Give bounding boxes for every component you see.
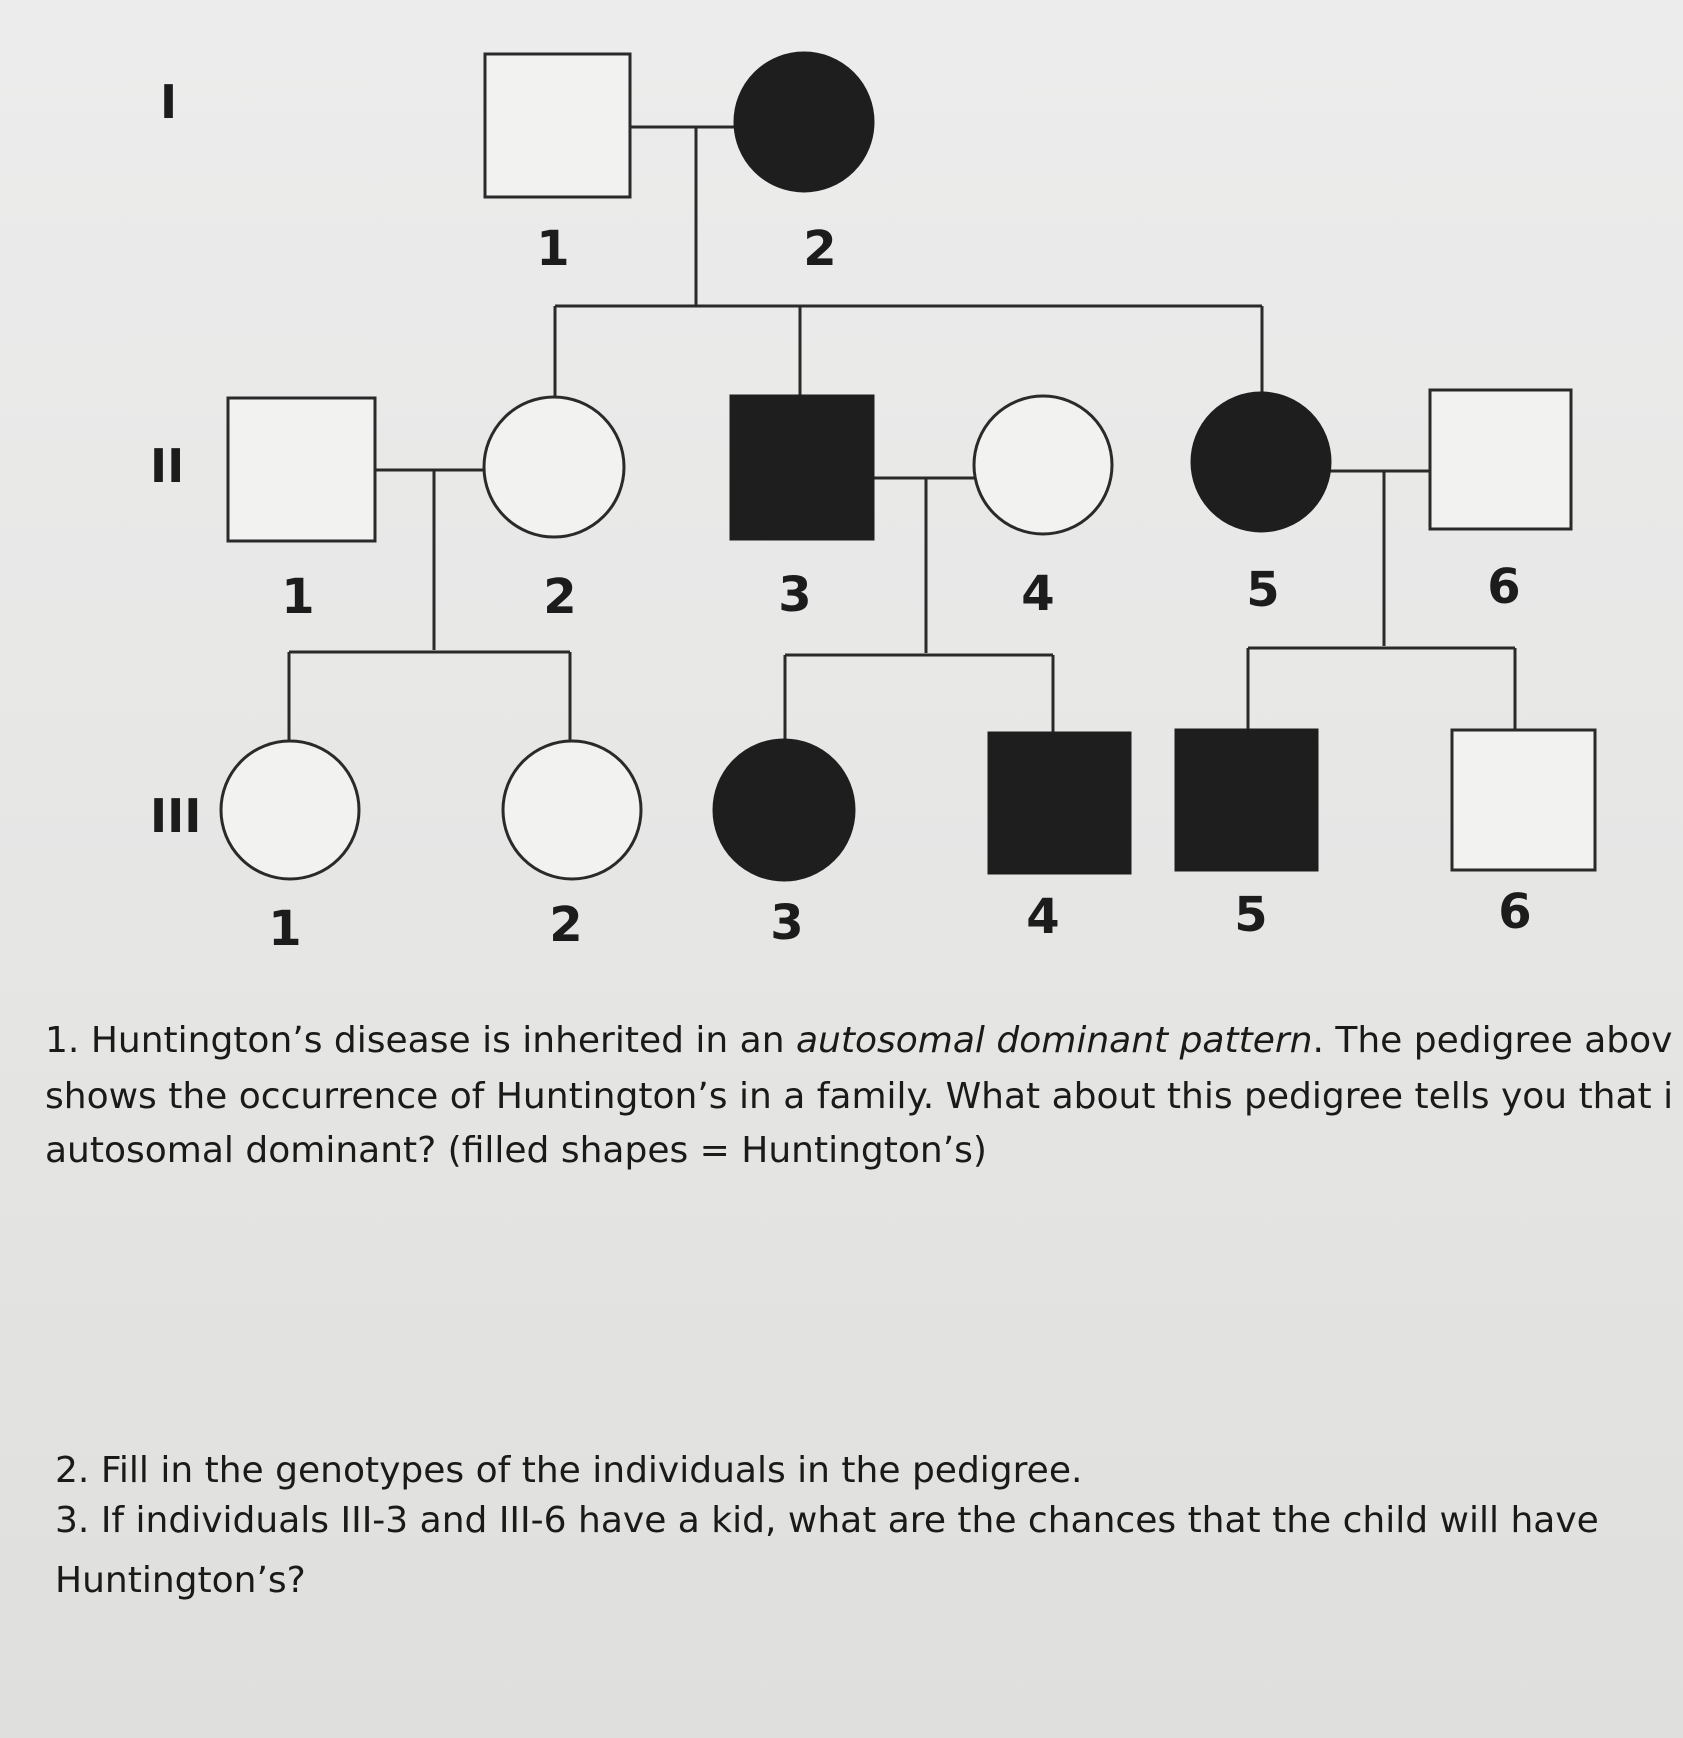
question-3-text: If individuals III-3 and III-6 have a kid, what are the chances that the child will have: [100, 1500, 1599, 1541]
individual-II-1: [228, 398, 375, 541]
question-1-line-3: [45, 1130, 987, 1171]
individual-II-6: [1430, 390, 1571, 529]
question-2-text: Fill in the genotypes of the individuals in the pedigree.: [100, 1450, 1083, 1491]
label-III-5: 5: [1234, 887, 1268, 943]
question-1-line-2: [45, 1076, 1673, 1117]
individual-III-3: [714, 740, 854, 880]
label-II-3: 3: [778, 567, 812, 623]
label-II-6: 6: [1487, 559, 1521, 615]
individual-III-6: [1452, 730, 1595, 870]
question-3-line-2: [55, 1560, 306, 1601]
question-2: [55, 1450, 1082, 1491]
label-II-5: 5: [1246, 562, 1280, 618]
label-I-1: 1: [536, 221, 570, 277]
individual-I-2: [735, 53, 873, 191]
question-1-text-a: Huntington’s disease is inherited in an: [90, 1020, 796, 1061]
question-1-text-b: . The pedigree abov: [1312, 1020, 1673, 1061]
label-III-1: 1: [268, 901, 302, 957]
label-II-4: 4: [1021, 566, 1055, 622]
individual-III-2: [503, 741, 641, 879]
label-III-6: 6: [1498, 884, 1532, 940]
question-1-line-3-text: autosomal dominant? (filled shapes = Huntington’s): [45, 1130, 987, 1171]
individual-I-1: [485, 54, 630, 197]
question-1-line-1: [45, 1020, 1672, 1061]
individual-III-4: [989, 733, 1130, 873]
generation-label-I: I: [160, 75, 178, 129]
individual-III-1: [221, 741, 359, 879]
question-2-number: 2.: [55, 1450, 90, 1491]
label-III-4: 4: [1026, 889, 1060, 945]
individual-II-4: [974, 396, 1112, 534]
question-3-number: 3.: [55, 1500, 90, 1541]
individual-II-2: [484, 397, 624, 537]
question-3-line-1: [55, 1500, 1599, 1541]
label-II-2: 2: [543, 569, 577, 625]
individual-II-3: [731, 396, 873, 539]
label-III-3: 3: [770, 895, 804, 951]
individual-III-5: [1176, 730, 1317, 870]
generation-label-III: III: [150, 789, 202, 843]
label-III-2: 2: [549, 897, 583, 953]
generation-label-II: II: [150, 439, 185, 493]
question-1-line-2-text: shows the occurrence of Huntington’s in a family. What about this pedigree tells you that i: [45, 1076, 1674, 1117]
question-1-italic: autosomal dominant pattern: [796, 1020, 1313, 1061]
label-I-2: 2: [803, 221, 837, 277]
individual-II-5: [1192, 393, 1330, 531]
question-3-text-2: Huntington’s?: [55, 1560, 306, 1601]
question-1-number: 1.: [45, 1020, 80, 1061]
label-II-1: 1: [281, 569, 315, 625]
